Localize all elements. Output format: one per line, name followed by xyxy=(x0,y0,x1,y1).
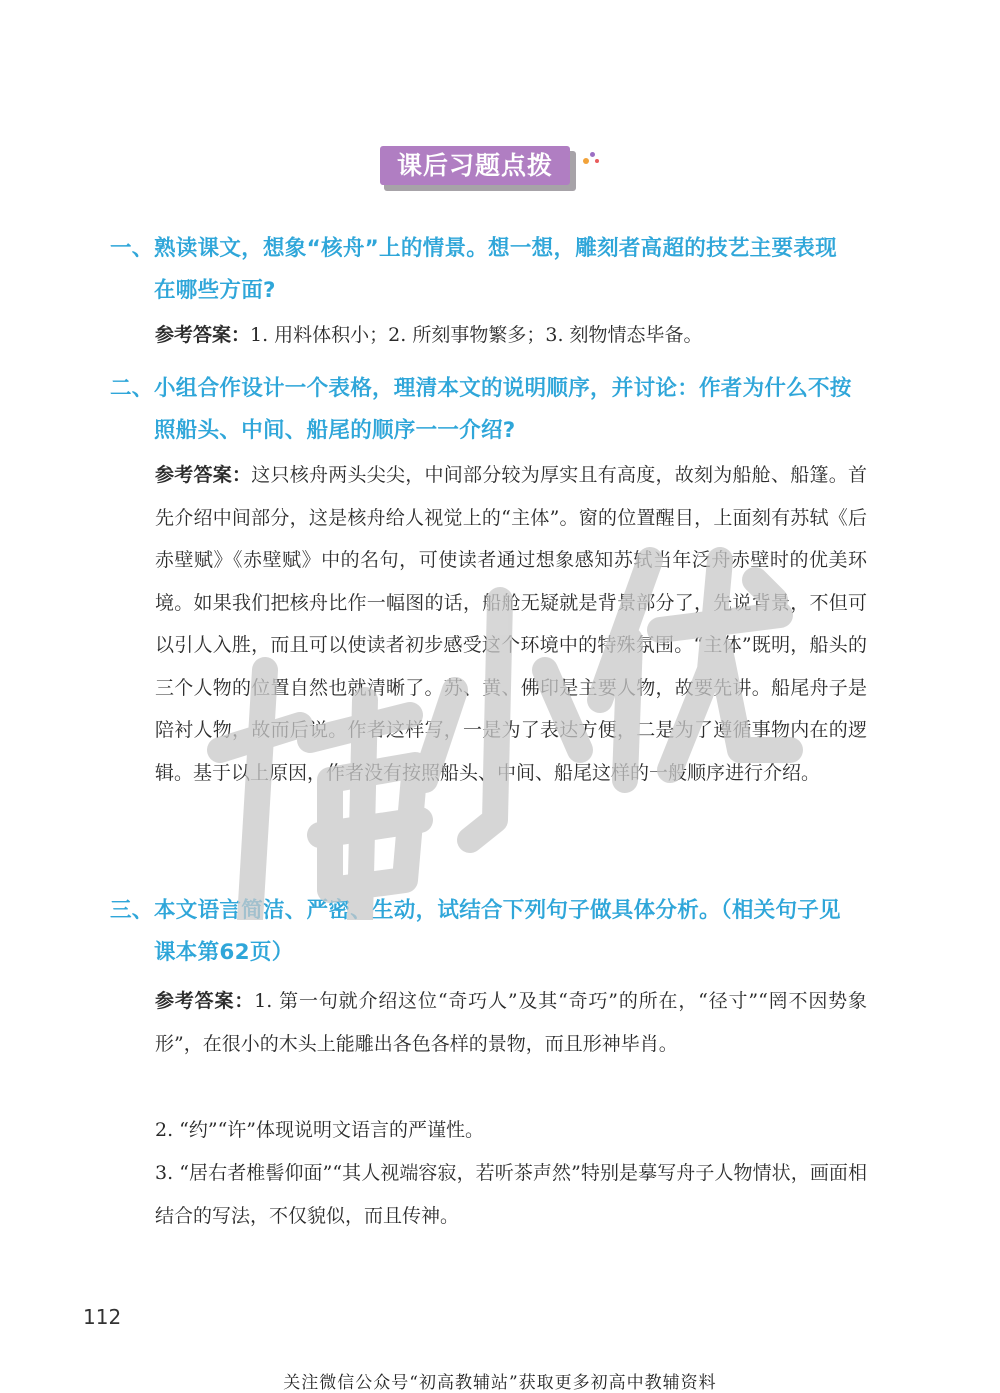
question-number: 三、 xyxy=(110,898,154,923)
section-title-badge xyxy=(380,146,575,190)
sparkle-icon xyxy=(583,152,601,166)
footer-note: 关注微信公众号“初高教辅站”获取更多初高中教辅资料 xyxy=(283,1373,717,1393)
question-text-cont: 在哪些方面? xyxy=(154,278,276,303)
answer-1 xyxy=(155,314,867,357)
section-title: 课后习题点拨 xyxy=(380,146,570,185)
answer-label: 参考答案： xyxy=(155,324,251,346)
question-number: 一、 xyxy=(110,236,154,261)
answer-label: 参考答案： xyxy=(155,990,255,1012)
question-1 xyxy=(110,228,870,312)
question-2 xyxy=(110,368,870,452)
answer-text: 1. 第一句就介绍这位“奇巧人”及其“奇巧”的所在，“径寸”“罔不因势象形”，在很小的木头上能雕出各色各样的景物，而且形神毕肖。 xyxy=(155,990,867,1055)
question-number: 二、 xyxy=(110,376,154,401)
question-text-cont: 课本第62页） xyxy=(154,940,294,965)
answer-3-item-2: 2. “约”“许”体现说明文语言的严谨性。 xyxy=(155,1119,485,1141)
question-text: 小组合作设计一个表格，理清本文的说明顺序，并讨论：作者为什么不按 xyxy=(154,376,852,401)
question-text-cont: 照船头、中间、船尾的顺序一一介绍? xyxy=(154,418,516,443)
answer-2 xyxy=(155,454,867,794)
question-3 xyxy=(110,890,870,974)
question-text: 本文语言简洁、严密、生动，试结合下列句子做具体分析。（相关句子见 xyxy=(154,898,841,923)
answer-text: 这只核舟两头尖尖，中间部分较为厚实且有高度，故刻为船舱、船篷。首先介绍中间部分，这是核舟给人视觉上的“主体”。窗的位置醒目，上面刻有苏轼《后赤壁赋》《赤壁赋》中的名句，可使读者通过想象感知苏轼当年泛舟赤壁时的优美环境。如果我们把核舟比作一幅图的话，船舱无疑就是背景部分了，先说背景，不但可以引人入胜，而且可以使读者初步感受这个环境中的特殊氛围。“主体”既明，船头的三个人物的位置自然也就清晰了。苏、黄、佛印是主要人物，故要先讲。船尾舟子是陪衬人物，故而后说。作者这样写，一是为了表达方便，二是为了遵循事物内在的逻辑。基于以上原因，作者没有按照船头、中间、船尾这样的一般顺序进行介绍。 xyxy=(155,464,867,784)
answer-text: 1. 用料体积小；2. 所刻事物繁多；3. 刻物情态毕备。 xyxy=(250,324,703,346)
page-number: 112 xyxy=(83,1305,122,1329)
answer-label: 参考答案： xyxy=(155,464,252,486)
question-text: 熟读课文，想象“核舟”上的情景。想一想，雕刻者高超的技艺主要表现 xyxy=(154,236,837,261)
answer-3 xyxy=(155,980,867,1065)
answer-3-item-3: 3. “居右者椎髻仰面”“其人视端容寂，若听茶声然”特别是摹写舟子人物情状，画面相结合的写法，不仅貌似，而且传神。 xyxy=(155,1162,867,1227)
